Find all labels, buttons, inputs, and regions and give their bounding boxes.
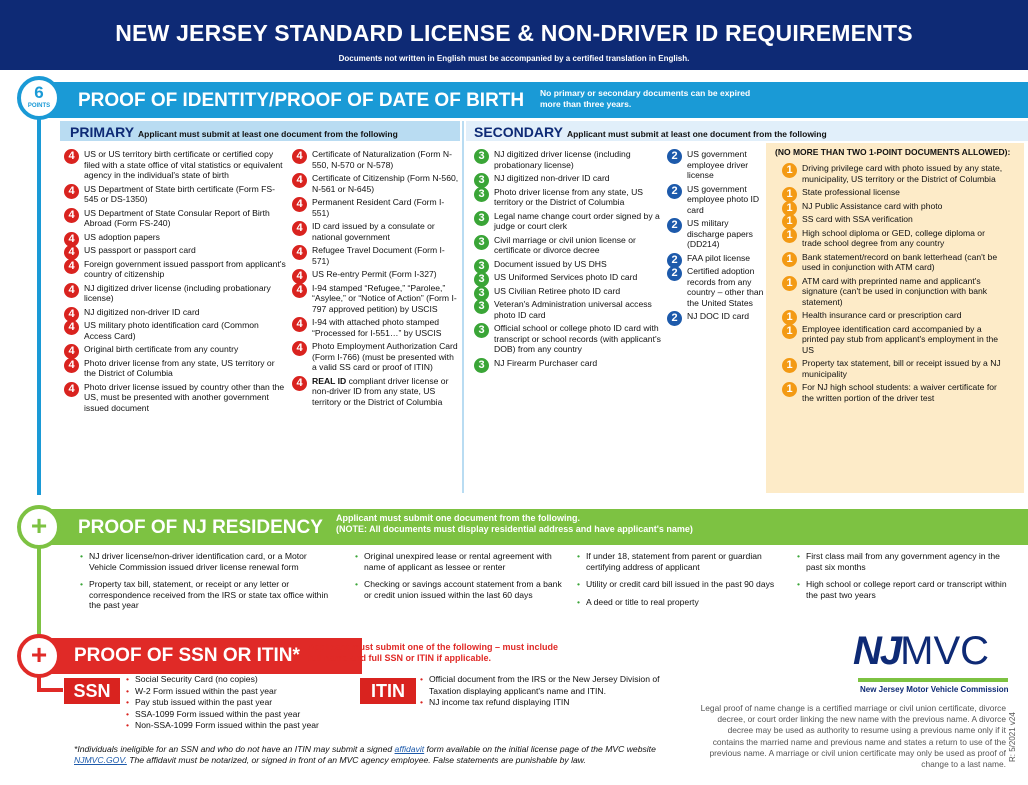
item-text: NJ digitized non-driver ID card <box>84 306 200 317</box>
list-item <box>474 187 662 208</box>
list-item <box>667 266 767 308</box>
list-item <box>797 579 1012 600</box>
ssn-arrow <box>37 688 63 692</box>
item-text: Bank statement/record on bank letterhead (can't be used in conjunction with ATM card) <box>802 251 998 272</box>
list-item <box>474 149 662 170</box>
points-badge-icon: 2 <box>667 253 682 268</box>
list-item <box>292 245 460 266</box>
list-item <box>782 228 1004 249</box>
item-text: Certificate of Citizenship (Form N-560, N-561 or N-645) <box>312 173 459 194</box>
points-badge-icon: 1 <box>782 358 797 373</box>
item-text: US Uniformed Services photo ID card <box>494 272 638 282</box>
list-item <box>782 214 1004 225</box>
page-header <box>0 0 1028 70</box>
item-text: Certified adoption records from any country – other than the United States <box>687 266 764 308</box>
points-badge-icon: 1 <box>782 163 797 178</box>
points-badge-icon: 4 <box>64 208 79 223</box>
page-title: NEW JERSEY STANDARD LICENSE & NON-DRIVER ID REQUIREMENTS <box>115 20 913 46</box>
item-text: Certificate of Naturalization (Form N-550, N-570 or N-578) <box>312 149 452 170</box>
points-label: POINTS <box>27 103 51 109</box>
primary-list-1 <box>64 149 286 416</box>
points-badge-icon: 4 <box>64 184 79 199</box>
item-text: High school or college report card or transcript within the past two years <box>806 579 1007 600</box>
points-badge-icon: 4 <box>292 269 307 284</box>
item-text: Pay stub issued within the past year <box>135 697 273 707</box>
item-text: NJ income tax refund displaying ITIN <box>429 697 570 707</box>
item-text: Photo driver license from any state, US territory or the District of Columbia <box>494 186 644 207</box>
list-item <box>64 245 286 256</box>
item-text: Utility or credit card bill issued in the past 90 days <box>586 579 775 589</box>
points-badge-icon: 4 <box>64 149 79 164</box>
itin-list <box>420 674 680 709</box>
item-text: Photo Employment Authorization Card (Form I-766) (must be presented with a valid SS card or proof of ITIN) <box>312 341 458 372</box>
points-badge-icon: 2 <box>667 149 682 164</box>
list-item <box>80 551 330 572</box>
list-item <box>577 579 787 590</box>
logo-stripe <box>858 678 1008 682</box>
points-badge-icon: 3 <box>474 235 489 250</box>
ssn-list <box>126 674 346 732</box>
list-item <box>292 197 460 218</box>
points-badge-icon: 4 <box>292 317 307 332</box>
points-badge-icon: 4 <box>64 259 79 274</box>
legal-name-note: Legal proof of name change is a certified marriage or civil union certificate, divorce decree, or court order linking the new name with the previous name. A divorce decree may be used as authority to resume using a previous name only if it contains the married name and previous name and states a return to use of the previous name. A marriage or civil union certificate may only be used as proof of change to a last name. <box>700 703 1006 770</box>
item-text: Legal name change court order signed by a judge or court clerk <box>494 210 660 231</box>
item-text: US government employee driver license <box>687 149 749 180</box>
secondary-2pt-list <box>667 149 767 325</box>
item-text: US military photo identification card (Common Access Card) <box>84 320 259 341</box>
secondary-heading: SECONDARY Applicant must submit at least one document from the following <box>474 124 827 140</box>
secondary-1pt-list <box>782 163 1004 406</box>
list-item <box>126 674 346 686</box>
list-item <box>80 579 330 611</box>
item-text: Original birth certificate from any country <box>84 344 239 354</box>
points-badge-icon: 4 <box>64 320 79 335</box>
item-text: Official document from the IRS or the New Jersey Division of Taxation displaying applicant's name and ITIN. <box>429 674 660 696</box>
points-badge-icon: 4 <box>64 344 79 359</box>
list-item <box>474 235 662 256</box>
item-text: US Department of State Consular Report of Birth Abroad (Form FS-240) <box>84 207 270 228</box>
points-badge-icon: 2 <box>667 311 682 326</box>
item-text: Foreign government issued passport from applicant's country of citizenship <box>84 258 286 279</box>
item-text: I-94 with attached photo stamped “Processed for I-551…” by USCIS <box>312 317 442 338</box>
points-badge-icon: 1 <box>782 382 797 397</box>
item-text: For NJ high school students: a waiver certificate for the written portion of the driver test <box>802 382 997 403</box>
list-item <box>667 218 767 250</box>
secondary-3pt-list <box>474 149 662 371</box>
item-text: SSA-1099 Form issued within the past year <box>135 708 301 719</box>
item-text: First class mail from any government agency in the past six months <box>806 551 1000 572</box>
points-badge-icon: 1 <box>782 252 797 267</box>
list-item <box>126 720 346 732</box>
item-text: US government employee photo ID card <box>687 183 760 215</box>
points-badge-icon: 1 <box>782 228 797 243</box>
list-item <box>292 269 460 280</box>
list-item <box>782 201 1004 212</box>
item-text: If under 18, statement from parent or guardian certifying address of applicant <box>586 551 762 572</box>
njmvc-logo: NJMVC <box>853 629 990 673</box>
points-badge-icon: 4 <box>64 382 79 397</box>
affidavit-footnote: *Individuals ineligible for an SSN and who do not have an ITIN may submit a signed affidavit form available on the initial license page of the MVC website NJMVC.GOV. The affidavit must be notarized, or signed in front of an MVC agency employee. False statements are punishable by law. <box>74 744 656 765</box>
item-text: Social Security Card (no copies) <box>135 674 258 684</box>
list-item <box>474 358 662 369</box>
translation-note: Documents not written in English must be accompanied by a certified translation in English. <box>338 54 690 63</box>
list-item <box>64 358 286 379</box>
points-badge-icon: 1 <box>782 187 797 202</box>
item-text: A deed or title to real property <box>586 596 699 607</box>
item-text: Permanent Resident Card (Form I-551) <box>312 197 445 218</box>
item-text: NJ digitized non-driver ID card <box>494 173 610 183</box>
points-badge-icon: 4 <box>292 283 307 298</box>
item-text: Checking or savings account statement from a bank or credit union issued within the last 60 days <box>364 579 562 600</box>
residency-col-1 <box>80 551 330 618</box>
item-text: ID card issued by a consulate or national government <box>312 221 435 242</box>
list-item <box>474 299 662 320</box>
points-badge-icon: 1 <box>782 310 797 325</box>
item-text: Photo driver license from any state, US territory or the District of Columbia <box>84 357 275 378</box>
list-item <box>292 317 460 338</box>
item-text: ATM card with preprinted name and applicant's signature (can't be used in conjunction with bank statement) <box>802 275 988 307</box>
points-badge-icon: 3 <box>474 259 489 274</box>
item-text: Non-SSA-1099 Form issued within the past year <box>135 720 319 730</box>
item-text: NJ digitized driver license (including probationary license) <box>84 282 271 303</box>
list-item <box>782 187 1004 198</box>
points-badge-icon: 2 <box>667 218 682 233</box>
list-item <box>782 324 1004 356</box>
list-item <box>126 686 346 698</box>
list-item <box>64 307 286 318</box>
list-item <box>292 341 460 373</box>
points-badge-icon: 2 <box>667 184 682 199</box>
item-text: NJ Public Assistance card with photo <box>802 200 943 211</box>
item-text: Property tax bill, statement, or receipt or any letter or correspondence received from the IRS or state tax office within the past year <box>89 579 329 610</box>
points-circle <box>17 76 61 120</box>
points-badge-icon: 1 <box>782 276 797 291</box>
list-item <box>474 173 662 184</box>
points-badge-icon: 3 <box>474 299 489 314</box>
item-text: Driving privilege card with photo issued by any state, municipality, US territory or the District of Columbia <box>802 163 1003 184</box>
item-text: I-94 stamped “Refugee,” “Parolee,” “Asylee,” or “Notice of Action” (Form I-797 approved petition) by USCIS <box>312 282 457 314</box>
points-badge-icon: 4 <box>64 232 79 247</box>
column-divider <box>462 121 464 493</box>
item-text: State professional license <box>802 187 900 197</box>
points-badge-icon: 1 <box>782 201 797 216</box>
ssn-tag: SSN <box>64 678 120 704</box>
list-item <box>474 286 662 297</box>
list-item <box>667 253 767 264</box>
item-text: Photo driver license issued by country other than the US, must be presented with another government issued document <box>84 381 285 413</box>
points-badge-icon: 3 <box>474 358 489 373</box>
residency-connector <box>37 540 41 635</box>
itin-tag: ITIN <box>360 678 416 704</box>
item-text: High school diploma or GED, college diploma or trade school degree from any country <box>802 227 985 248</box>
points-badge-icon: 3 <box>474 272 489 287</box>
list-item <box>420 674 680 697</box>
affidavit-link[interactable]: affidavit <box>394 744 425 754</box>
item-text: W-2 Form issued within the past year <box>135 685 277 696</box>
residency-col-2 <box>355 551 565 607</box>
points-badge-icon: 3 <box>474 211 489 226</box>
list-item <box>292 221 460 242</box>
item-text: US passport or passport card <box>84 245 196 255</box>
list-item <box>64 259 286 280</box>
list-item <box>420 697 680 709</box>
points-badge-icon: 3 <box>474 323 489 338</box>
points-badge-icon: 4 <box>292 149 307 164</box>
list-item <box>64 184 286 205</box>
list-item <box>782 276 1004 308</box>
list-item <box>355 579 565 600</box>
item-text: Refugee Travel Document (Form I-571) <box>312 245 445 266</box>
points-badge-icon: 3 <box>474 149 489 164</box>
list-item <box>474 259 662 270</box>
residency-col-3 <box>577 551 787 614</box>
points-badge-icon: 3 <box>474 187 489 202</box>
item-text: Property tax statement, bill or receipt issued by a NJ municipality <box>802 358 1001 379</box>
points-badge-icon: 4 <box>292 221 307 236</box>
list-item <box>64 149 286 181</box>
points-value: 6 <box>34 83 44 102</box>
item-text: NJ DOC ID card <box>687 311 750 321</box>
ssn-note: Applicant must submit one of the following – must include full name and full SSN or ITIN if applicable. <box>308 642 559 663</box>
list-item <box>64 382 286 414</box>
item-text: US adoption papers <box>84 231 160 242</box>
list-item <box>292 173 460 194</box>
points-badge-icon: 3 <box>474 173 489 188</box>
points-badge-icon: 2 <box>667 266 682 281</box>
ssn-plus-icon: + <box>17 634 61 678</box>
list-item <box>782 310 1004 321</box>
residency-note: Applicant must submit one document from the following. (NOTE: All documents must display residential address and have applicant's name) <box>336 513 693 534</box>
points-badge-icon: 4 <box>64 358 79 373</box>
item-text: US Civilian Retiree photo ID card <box>494 285 621 296</box>
item-text: Health insurance card or prescription card <box>802 310 962 320</box>
list-item <box>64 208 286 229</box>
list-item <box>782 163 1004 184</box>
list-item <box>64 320 286 341</box>
revision-code: R: 5/2021 v24 <box>1008 712 1017 762</box>
residency-title: PROOF OF NJ RESIDENCY <box>78 517 323 538</box>
item-text: US or US territory birth certificate or certified copy filed with a state office of vital statistics or equivalent agency in the individual's state of birth <box>84 149 283 180</box>
points-badge-icon: 4 <box>64 283 79 298</box>
njmvc-link[interactable]: NJMVC.GOV. <box>74 755 127 765</box>
points-badge-icon: 4 <box>292 173 307 188</box>
primary-heading: PRIMARY Applicant must submit at least one document from the following <box>70 124 398 140</box>
points-badge-icon: 1 <box>782 214 797 229</box>
item-text: SS card with SSA verification <box>802 214 913 224</box>
list-item <box>292 283 460 315</box>
points-badge-icon: 3 <box>474 286 489 301</box>
item-text: NJ digitized driver license (including probationary license) <box>494 149 631 170</box>
item-text: Document issued by US DHS <box>494 258 607 269</box>
list-item <box>667 149 767 181</box>
residency-col-4 <box>797 551 1012 607</box>
points-badge-icon: 4 <box>292 245 307 260</box>
identity-note: No primary or secondary documents can be expired more than three years. <box>540 88 751 109</box>
primary-list-2 <box>292 149 460 410</box>
list-item <box>667 311 767 322</box>
one-point-header: (NO MORE THAN TWO 1-POINT DOCUMENTS ALLOWED): <box>775 147 1011 157</box>
points-badge-icon: 1 <box>782 324 797 339</box>
item-text: Original unexpired lease or rental agreement with name of applicant as lessee or renter <box>364 551 552 572</box>
item-text: NJ driver license/non-driver identification card, or a Motor Vehicle Commission issued driver license renewal form <box>89 551 307 572</box>
points-badge-icon: 4 <box>292 341 307 356</box>
item-text: Employee identification card accompanied by a printed pay stub from applicant's employment in the US <box>802 323 999 355</box>
list-item <box>474 211 662 232</box>
residency-plus-icon: + <box>17 505 61 549</box>
list-item <box>782 358 1004 379</box>
list-item <box>474 323 662 355</box>
list-item <box>355 551 565 572</box>
list-item <box>126 709 346 721</box>
list-item <box>64 344 286 355</box>
ssn-title: PROOF OF SSN OR ITIN* <box>74 645 300 666</box>
points-badge-icon: 4 <box>292 197 307 212</box>
list-item <box>667 184 767 216</box>
points-badge-icon: 4 <box>64 245 79 260</box>
item-text: Official school or college photo ID card with transcript or school records (with applicant's DOB) from any country <box>494 323 661 354</box>
list-item <box>292 149 460 170</box>
list-item <box>64 232 286 243</box>
list-item <box>474 272 662 283</box>
logo-tagline: New Jersey Motor Vehicle Commission <box>860 685 1009 694</box>
item-text: US Re-entry Permit (Form I-327) <box>312 269 437 279</box>
list-item <box>782 382 1004 403</box>
points-badge-icon: 4 <box>64 307 79 322</box>
item-text: US Department of State birth certificate (Form FS-545 or DS-1350) <box>84 183 276 204</box>
item-text: FAA pilot license <box>687 252 751 263</box>
item-text: US military discharge papers (DD214) <box>687 218 753 249</box>
list-item <box>64 283 286 304</box>
identity-connector <box>37 110 41 495</box>
identity-title: PROOF OF IDENTITY/PROOF OF DATE OF BIRTH <box>78 90 525 111</box>
list-item <box>797 551 1012 572</box>
list-item <box>577 551 787 572</box>
item-text: Civil marriage or civil union license or certificate or divorce decree <box>494 234 636 255</box>
item-text: NJ Firearm Purchaser card <box>494 357 598 368</box>
list-item <box>782 252 1004 273</box>
item-text: Veteran's Administration universal access photo ID card <box>494 299 652 320</box>
list-item: 4 REAL ID compliant driver license or non-driver ID from any state, US territory or the District of Columbia <box>292 376 460 408</box>
list-item <box>126 697 346 709</box>
list-item <box>577 597 787 608</box>
